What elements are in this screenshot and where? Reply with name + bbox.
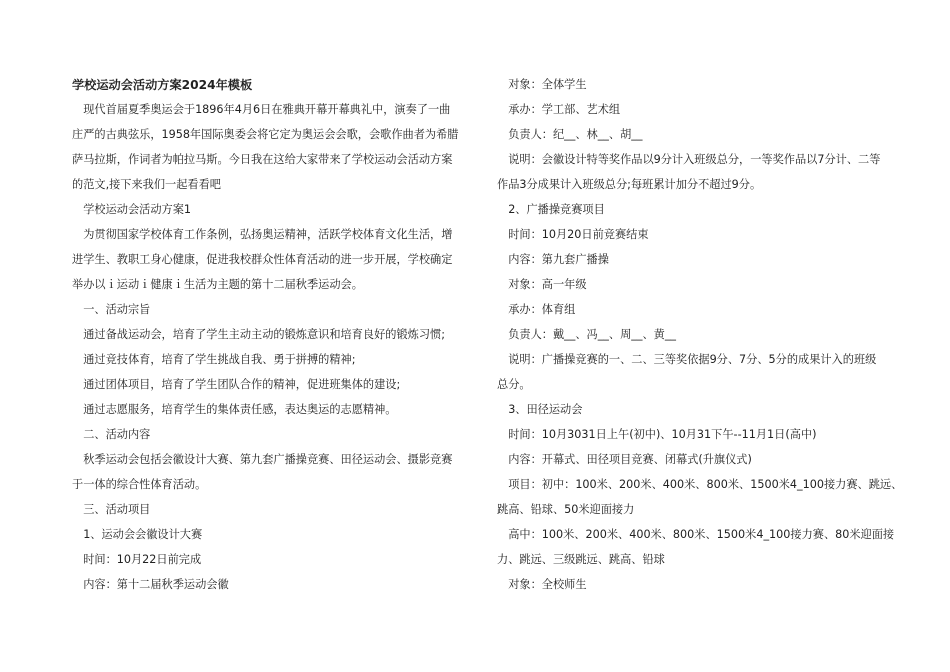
paragraph-line: 时间：10月3031日上午(初中)、10月31下午--11月1日(高中) bbox=[497, 428, 817, 441]
paragraph-line: 总分。 bbox=[497, 378, 531, 391]
paragraph-line: 力、跳远、三级跳远、跳高、铅球 bbox=[497, 553, 665, 566]
paragraph-line: 于一体的综合性体育活动。 bbox=[72, 478, 207, 491]
paragraph-line: 承办：体育组 bbox=[497, 303, 576, 316]
paragraph-line: 进学生、教职工身心健康，促进我校群众性体育活动的进一步开展，学校确定 bbox=[72, 253, 453, 266]
paragraph-line: 对象：高一年级 bbox=[497, 278, 587, 291]
section-heading: 学校运动会活动方案1 bbox=[72, 203, 191, 216]
section-heading: 三、活动项目 bbox=[72, 503, 151, 516]
paragraph-line: 通过志愿服务，培育学生的集体责任感，表达奥运的志愿精神。 bbox=[72, 403, 397, 416]
paragraph-line: 作品3分成果计入班级总分;每班累计加分不超过9分。 bbox=[497, 178, 762, 191]
paragraph-line: 庄严的古典弦乐，1958年国际奥委会将它定为奥运会会歌，会歌作曲者为希腊 bbox=[72, 128, 459, 141]
paragraph-line: 时间：10月22日前完成 bbox=[72, 553, 202, 566]
paragraph-line: 承办：学工部、艺术组 bbox=[497, 103, 621, 116]
paragraph-line: 跳高、铅球、50米迎面接力 bbox=[497, 503, 635, 516]
paragraph-line: 内容：开幕式、田径项目竞赛、闭幕式(升旗仪式) bbox=[497, 453, 752, 466]
paragraph-line: 说明：会徽设计特等奖作品以9分计入班级总分，一等奖作品以7分计、二等 bbox=[497, 153, 881, 166]
section-heading: 一、活动宗旨 bbox=[72, 303, 151, 316]
paragraph-line: 高中：100米、200米、400米、800米、1500米4_100接力赛、80米迎面接 bbox=[497, 528, 895, 541]
paragraph-line: 说明：广播操竞赛的一、二、三等奖依据9分、7分、5分的成果计入的班级 bbox=[497, 353, 877, 366]
paragraph-line: 项目：初中：100米、200米、400米、800米、1500米4_100接力赛、跳远、 bbox=[497, 478, 903, 491]
section-heading: 二、活动内容 bbox=[72, 428, 151, 441]
paragraph-line: 为贯彻国家学校体育工作条例，弘扬奥运精神，活跃学校体育文化生活，增 bbox=[72, 228, 453, 241]
paragraph-line: 对象：全校师生 bbox=[497, 578, 587, 591]
paragraph-line: 秋季运动会包括会徽设计大赛、第九套广播操竞赛、田径运动会、摄影竞赛 bbox=[72, 453, 453, 466]
paragraph-line: 通过备战运动会，培育了学生主动主动的锻炼意识和培育良好的锻炼习惯; bbox=[72, 328, 445, 341]
section-heading: 3、田径运动会 bbox=[497, 403, 583, 416]
paragraph-line: 对象：全体学生 bbox=[497, 78, 587, 91]
paragraph-line: 时间：10月20日前竞赛结束 bbox=[497, 228, 649, 241]
section-heading: 2、广播操竞赛项目 bbox=[497, 203, 605, 216]
paragraph-line: 内容：第十二届秋季运动会徽 bbox=[72, 578, 229, 591]
paragraph-line: 通过团体项目，培育了学生团队合作的精神，促进班集体的建设; bbox=[72, 378, 401, 391]
document-title: 学校运动会活动方案2024年模板 bbox=[72, 78, 253, 92]
paragraph-line: 内容：第九套广播操 bbox=[497, 253, 609, 266]
paragraph-line: 的范文,接下来我们一起看看吧 bbox=[72, 178, 221, 191]
paragraph-line: 负责人：纪__、林__、胡__ bbox=[497, 128, 643, 141]
paragraph-line: 负责人：戴__、冯__、周__、黄__ bbox=[497, 328, 677, 341]
paragraph-line: 通过竞技体育，培育了学生挑战自我、勇于拼搏的精神; bbox=[72, 353, 356, 366]
paragraph-line: 举办以ｉ运动ｉ健康ｉ生活为主题的第十二届秋季运动会。 bbox=[72, 278, 363, 291]
paragraph-line: 1、运动会会徽设计大赛 bbox=[72, 528, 203, 541]
paragraph-line: 萨马拉斯，作词者为帕拉马斯。今日我在这给大家带来了学校运动会活动方案 bbox=[72, 153, 453, 166]
paragraph-line: 现代首届夏季奥运会于1896年4月6日在雅典开幕开幕典礼中，演奏了一曲 bbox=[72, 103, 451, 116]
